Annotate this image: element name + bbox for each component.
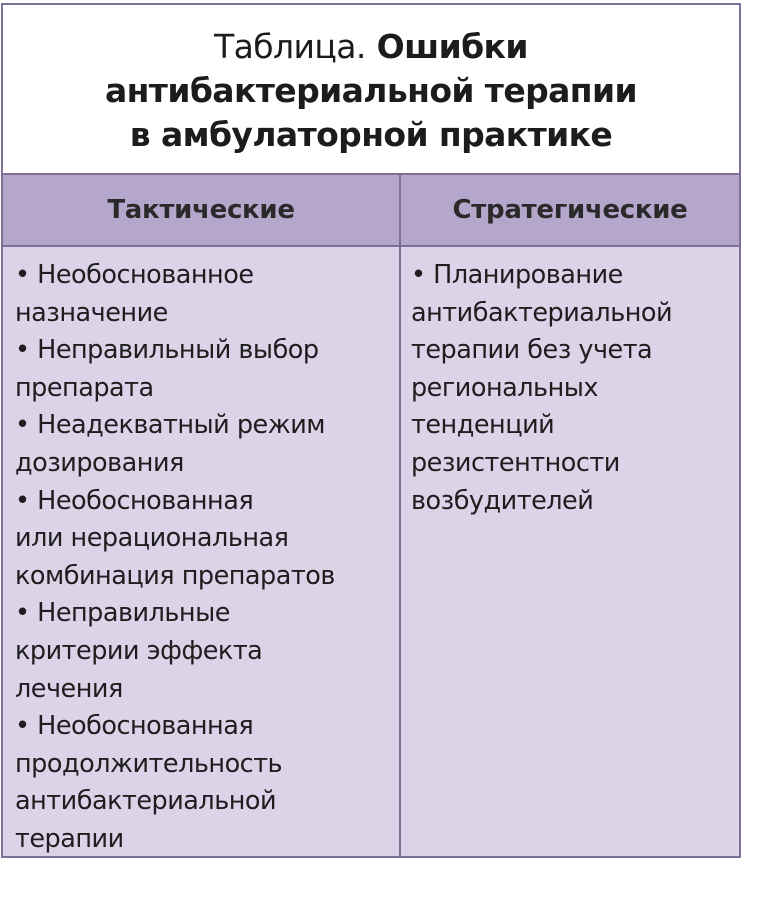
column-header-tactical: Тактические (107, 195, 295, 225)
strategic-item-line: антибактериальной (411, 297, 673, 328)
tactical-item-line: • Необоснованная (15, 485, 254, 516)
tactical-item-line: или нерациональная (15, 523, 289, 554)
strategic-item-line: терапии без учета (411, 335, 653, 366)
column-header-strategic: Стратегические (452, 195, 688, 225)
errors-table (1, 3, 741, 858)
column-divider (399, 175, 401, 856)
tactical-item-line: • Неправильные (15, 598, 230, 629)
tactical-item-line: • Необоснованное (15, 260, 254, 290)
strategic-item-line: возбудителей (411, 485, 594, 516)
tactical-item-line: комбинация препаратов (15, 560, 335, 591)
tactical-item-line: антибактериальной (15, 786, 277, 817)
column-header-row (3, 175, 739, 247)
title-line-2: антибактериальной терапии (104, 71, 638, 110)
strategic-items-list (411, 257, 736, 520)
strategic-item-line: • Планирование (411, 260, 623, 290)
tactical-item-line: препарата (15, 372, 154, 403)
title-bold-word: Ошибки (376, 27, 528, 66)
tactical-item-line: терапии (15, 823, 124, 854)
tactical-item (15, 332, 397, 407)
strategic-item (411, 257, 736, 520)
tactical-item (15, 483, 397, 596)
title-line-3: в амбулаторной практике (129, 115, 613, 154)
strategic-item-line: тенденций (411, 410, 555, 441)
tactical-item-line: критерии эффекта (15, 635, 263, 666)
tactical-item-line: лечения (15, 673, 123, 704)
tactical-item-line: • Необоснованная (15, 711, 254, 742)
title-prefix: Таблица. (214, 27, 366, 66)
tactical-item-line: • Неправильный выбор (15, 335, 319, 366)
tactical-item-line: продолжительность (15, 748, 283, 779)
tactical-item (15, 407, 397, 482)
title-line-1 (3, 25, 739, 69)
tactical-item (15, 595, 397, 708)
tactical-item-line: дозирования (15, 447, 184, 478)
strategic-item-line: региональных (411, 372, 598, 403)
table-title (3, 5, 739, 175)
tactical-items-list (15, 257, 397, 859)
tactical-item (15, 257, 397, 332)
tactical-item-line: назначение (15, 297, 168, 328)
tactical-item (15, 708, 397, 858)
tactical-item-line: • Неадекватный режим (15, 410, 326, 441)
strategic-item-line: резистентности (411, 447, 620, 478)
